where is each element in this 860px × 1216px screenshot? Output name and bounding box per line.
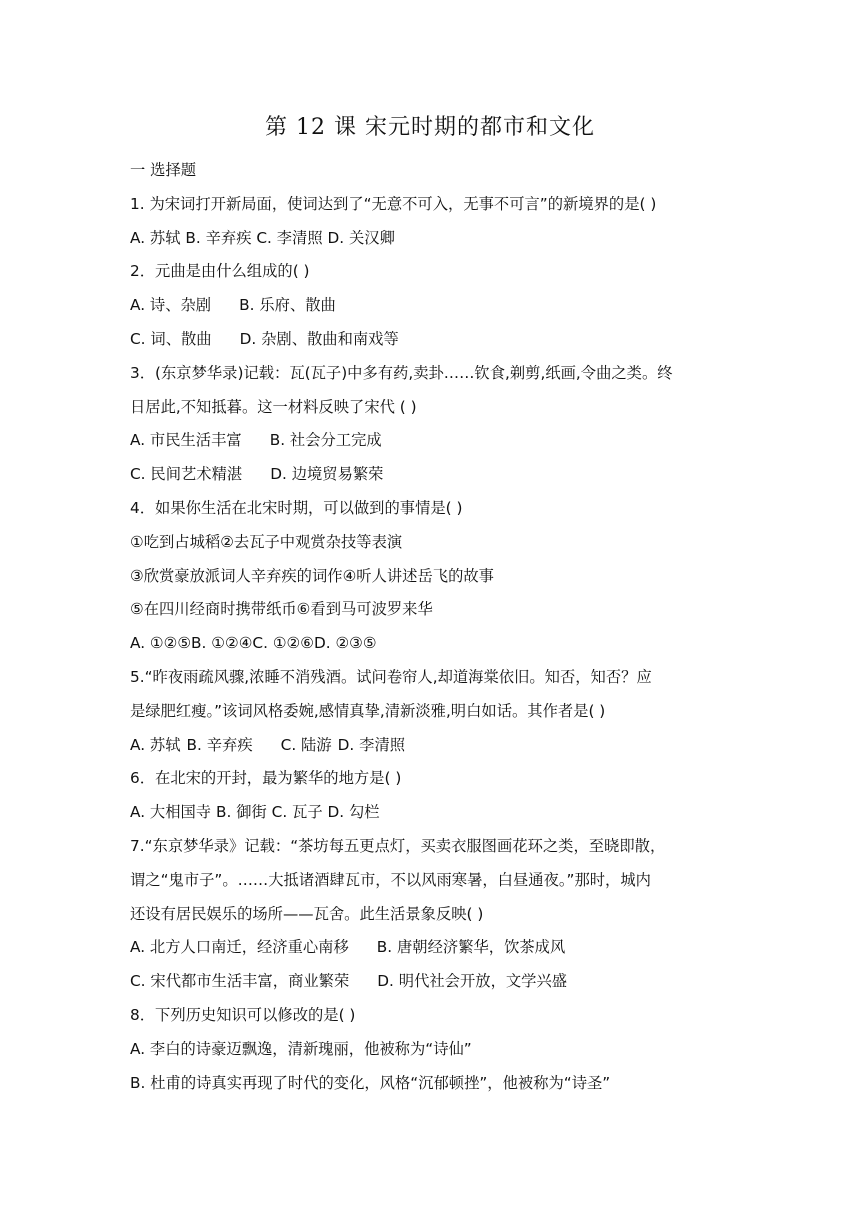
question-2-option-a: A. 诗、杂剧 bbox=[130, 296, 212, 315]
question-8-option-a: A. 李白的诗豪迈飘逸，清新瑰丽，他被称为“诗仙” bbox=[130, 1039, 472, 1058]
question-3-stem-line-1: 3．(东京梦华录)记载：瓦(瓦子)中多有药,卖卦……钦食,剃剪,纸画,令曲之类。终 bbox=[130, 363, 673, 382]
question-3-options-row-2 bbox=[130, 458, 740, 492]
question-3-stem-line-2: 日居此,不知抵暮。这一材料反映了宋代 ( ) bbox=[130, 397, 417, 416]
question-5-option-b: B. 辛弃疾 bbox=[186, 735, 253, 754]
question-2-option-d: D. 杂剧、散曲和南戏等 bbox=[239, 329, 399, 348]
question-3-option-c: C. 民间艺术精湛 bbox=[130, 465, 243, 484]
question-7-options-row-1 bbox=[130, 931, 740, 965]
question-7-options-row-2 bbox=[130, 965, 740, 999]
question-5-option-c: C. 陆游 bbox=[280, 735, 332, 754]
question-8-option-b: B. 杜甫的诗真实再现了时代的变化，风格“沉郁顿挫”，他被称为“诗圣” bbox=[130, 1073, 611, 1092]
question-7-option-d: D. 明代社会开放，文学兴盛 bbox=[377, 972, 568, 991]
question-7-option-b: B. 唐朝经济繁华，饮茶成风 bbox=[376, 938, 566, 957]
page-title: 第 12 课 宋元时期的都市和文化 bbox=[265, 115, 595, 140]
question-2-stem: 2．元曲是由什么组成的( ) bbox=[130, 262, 310, 281]
question-6-options: A. 大相国寺 B. 御街 C. 瓦子 D. 勾栏 bbox=[130, 803, 380, 822]
question-1-options: A. 苏轼 B. 辛弃疾 C. 李清照 D. 关汉卿 bbox=[130, 228, 395, 247]
question-2-options-row-2 bbox=[130, 323, 740, 357]
question-5-stem-line-2: 是绿肥红瘦。”该词风格委婉,感情真挚,清新淡雅,明白如话。其作者是( ) bbox=[130, 701, 606, 720]
question-5-option-a: A. 苏轼 bbox=[130, 735, 181, 754]
question-6-stem: 6．在北宋的开封，最为繁华的地方是( ) bbox=[130, 769, 402, 788]
question-7-stem-line-1: 7.“东京梦华录》记载：“茶坊每五更点灯，买卖衣服图画花环之类，至晓即散， bbox=[130, 836, 666, 855]
question-2-option-b: B. 乐府、散曲 bbox=[239, 296, 336, 315]
question-2-option-c: C. 词、散曲 bbox=[130, 329, 212, 348]
question-3-option-b: B. 社会分工完成 bbox=[269, 431, 382, 450]
question-2-options-row-1 bbox=[130, 289, 740, 323]
question-4-stem: 4．如果你生活在北宋时期，可以做到的事情是( ) bbox=[130, 498, 463, 517]
question-4-items-line-2: ③欣赏豪放派词人辛弃疾的词作④听人讲述岳飞的故事 bbox=[130, 566, 494, 585]
question-5-stem-line-1: 5.“昨夜雨疏风骤,浓睡不消残酒。试问卷帘人,却道海棠依旧。知否，知否？应 bbox=[130, 667, 652, 686]
question-4-items-line-1: ①吃到占城稻②去瓦子中观赏杂技等表演 bbox=[130, 532, 403, 551]
question-1-stem: 1. 为宋词打开新局面，使词达到了“无意不可入，无事不可言”的新境界的是( ) bbox=[130, 194, 657, 213]
question-5-options bbox=[130, 729, 740, 763]
question-4-items-line-3: ⑤在四川经商时携带纸币⑥看到马可波罗来华 bbox=[130, 600, 433, 619]
question-8-stem: 8．下列历史知识可以修改的是( ) bbox=[130, 1005, 356, 1024]
question-5-option-d: D. 李清照 bbox=[337, 735, 406, 754]
question-list bbox=[130, 154, 740, 1100]
section-heading: 一 选择题 bbox=[130, 161, 197, 179]
question-3-option-d: D. 边境贸易繁荣 bbox=[270, 465, 384, 484]
question-7-option-c: C. 宋代都市生活丰富，商业繁荣 bbox=[130, 972, 350, 991]
question-7-stem-line-2: 谓之“鬼市子”。……大抵诸酒肆瓦市，不以风雨寒暑，白昼通夜。”那时，城内 bbox=[130, 870, 651, 889]
question-4-options: A. ①②⑤B. ①②④C. ①②⑥D. ②③⑤ bbox=[130, 634, 377, 653]
question-7-option-a: A. 北方人口南迁，经济重心南移 bbox=[130, 938, 349, 957]
question-7-stem-line-3: 还设有居民娱乐的场所——瓦舍。此生活景象反映( ) bbox=[130, 904, 484, 923]
question-3-options-row-1 bbox=[130, 424, 740, 458]
question-3-option-a: A. 市民生活丰富 bbox=[130, 431, 242, 450]
